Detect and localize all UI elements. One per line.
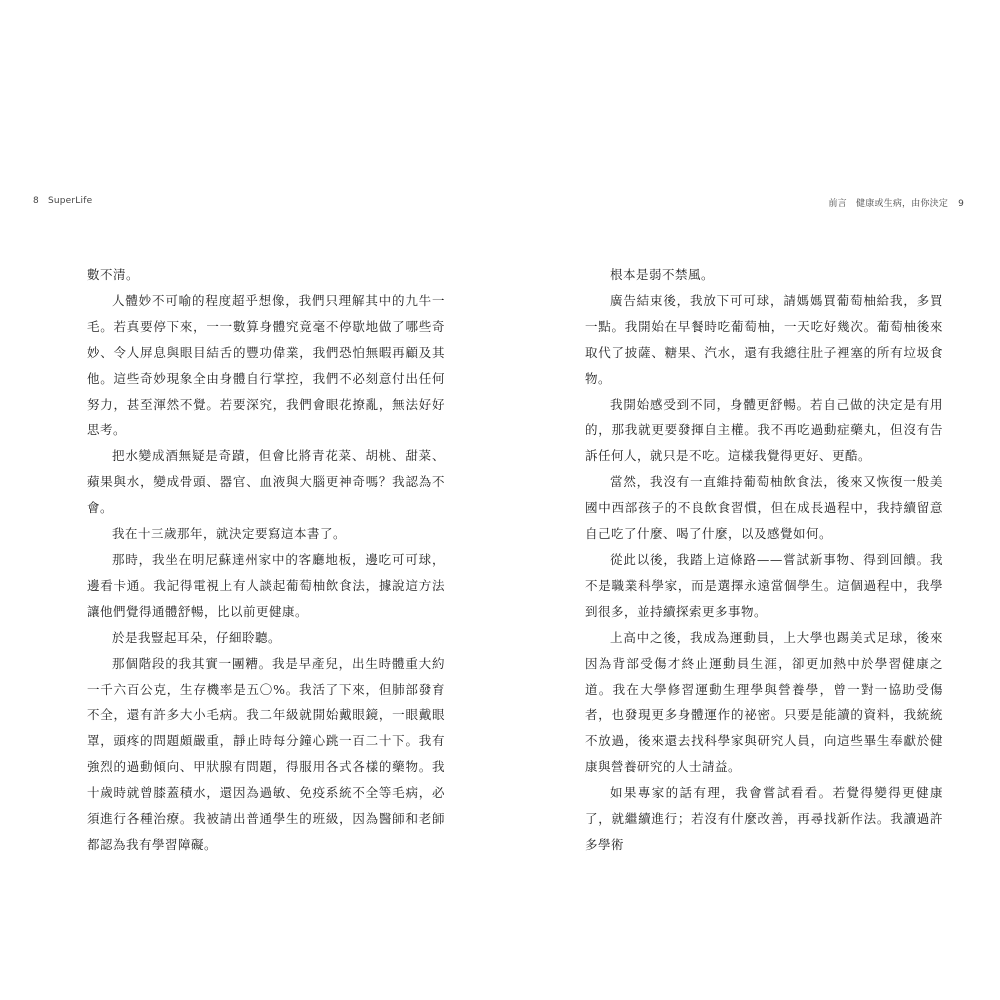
left-page-paragraph: 數不清。	[87, 267, 140, 282]
right-running-header	[828, 196, 964, 209]
right-page-paragraph: 如果專家的話有理，我會嘗試看看。若覺得變得更健康了，就繼續進行；若沒有什麼改善，再尋找新作法。我讀過許多學術	[585, 785, 943, 852]
right-page-paragraph: 上高中之後，我成為運動員，上大學也踢美式足球，後來因為背部受傷才終止運動員生涯，卻更加熱中於學習健康之道。我在大學修習運動生理學與營養學，曾一對一協助受傷者，也發現更多身體運作的祕密。只要是能讀的資料，我統統不放過，後來還去找科學家與研究人員，向這些畢生奉獻於健康與營養研究的人士請益。	[585, 629, 943, 775]
right-page-paragraph: 當然，我沒有一直維持葡萄柚飲食法，後來又恢復一般美國中西部孩子的不良飲食習慣，但在成長過程中，我持續留意自己吃了什麼、喝了什麼，以及感覺如何。	[585, 474, 943, 542]
right-page-paragraph: 廣告結束後，我放下可可球，請媽媽買葡萄柚給我，多買一點。我開始在早餐時吃葡萄柚，一天吃好幾次。葡萄柚後來取代了披薩、糖果、汽水，還有我總往肚子裡塞的所有垃圾食物。	[585, 292, 943, 386]
left-header-title: SuperLife	[47, 196, 93, 206]
right-page-body	[585, 262, 943, 858]
left-page-paragraph: 那時，我坐在明尼蘇達州家中的客廳地板，邊吃可可球，邊看卡通。我記得電視上有人談起葡萄柚飲食法，據說這方法讓他們覺得通體舒暢，比以前更健康。	[87, 551, 445, 619]
left-page-paragraph: 於是我豎起耳朵，仔細聆聽。	[112, 629, 282, 645]
left-page-paragraph: 那個階段的我其實一團糟。我是早產兒，出生時體重大約一千六百公克，生存機率是五〇%。我活了下來，但肺部發育不全，還有許多大小毛病。我二年級就開始戴眼鏡，一眼戴眼罩，頭疼的問題頗嚴重，靜止時每分鐘心跳一百二十下。我有強烈的過動傾向、甲狀腺有問題，得服用各式各樣的藥物。我十歲時就曾膝蓋積水，還因為過敏、免疫系統不全等毛病，必須進行各種治療。我被請出普通學生的班級，因為醫師和老師都認為我有學習障礙。	[87, 655, 445, 852]
right-page-number: 9	[958, 199, 964, 209]
right-page-paragraph: 我開始感受到不同，身體更舒暢。若自己做的決定是有用的，那我就更要發揮自主權。我不再吃過動症藥丸，但沒有告訴任何人，就只是不吃。這樣我覺得更好、更酷。	[585, 396, 943, 464]
left-page-body	[87, 262, 445, 858]
left-page-number: 8	[33, 196, 39, 206]
right-page-paragraph: 根本是弱不禁風。	[610, 267, 715, 282]
left-page-paragraph: 人體妙不可喻的程度超乎想像，我們只理解其中的九牛一毛。若真要停下來，一一數算身體究竟毫不停歇地做了哪些奇妙、令人屏息與眼目結舌的豐功偉業，我們恐怕無暇再顧及其他。這些奇妙現象全由身體自行掌控，我們不必刻意付出任何努力，甚至渾然不覺。若要深究，我們會眼花撩亂，無法好好思考。	[87, 292, 445, 438]
left-page-paragraph: 我在十三歲那年，就決定要寫這本書了。	[112, 526, 347, 542]
right-header-title: 前言 健康或生病，由你決定	[828, 199, 949, 209]
right-page-paragraph: 從此以後，我踏上這條路——嘗試新事物、得到回饋。我不是職業科學家，而是選擇永遠當個學生。這個過程中，我學到很多，並持續探索更多事物。	[585, 551, 943, 619]
left-page-paragraph: 把水變成酒無疑是奇蹟，但會比將青花菜、胡桃、甜菜、蘋果與水，變成骨頭、器官、血液與大腦更神奇嗎？我認為不會。	[87, 448, 445, 516]
left-running-header	[33, 196, 92, 206]
